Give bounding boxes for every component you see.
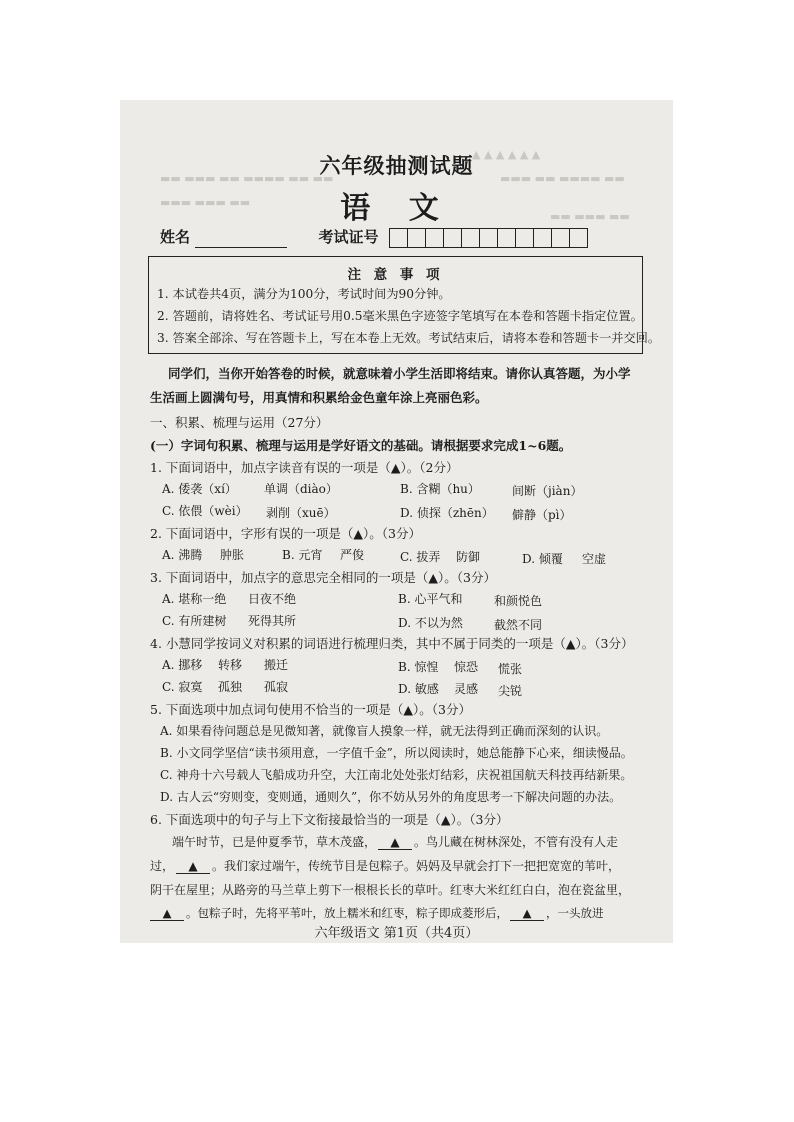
option: 日夜不绝 <box>248 592 297 606</box>
option: 空虚 <box>582 552 607 566</box>
answer-blank[interactable]: ▲ <box>378 835 412 850</box>
option: 孤寂 <box>264 680 289 694</box>
exam-id-digit-box[interactable] <box>389 228 408 248</box>
notice-item: 3. 答案全部涂、写在答题卡上，写在本卷上无效。考试结束后，请将本卷和答题卡一并交回。 <box>157 331 661 345</box>
option: 和颜悦色 <box>494 594 543 608</box>
option: C. 寂寞 <box>162 680 203 694</box>
option: A. 沸腾 <box>162 548 203 562</box>
exam-id-label: 考试证号 <box>318 228 379 246</box>
question-2-stem: 2. 下面词语中，字形有误的一项是（▲）。（3分） <box>150 526 421 541</box>
question-5-stem: 5. 下面选项中加点词句使用不恰当的一项是（▲）。（3分） <box>150 702 471 717</box>
option: A. 倭袭（xí） <box>162 482 237 496</box>
exam-id-digit-box[interactable] <box>569 228 588 248</box>
option: 肿胀 <box>220 548 245 562</box>
question-3-stem: 3. 下面词语中，加点字的意思完全相同的一项是（▲）。（3分） <box>150 570 496 585</box>
exam-id-digit-box[interactable] <box>479 228 498 248</box>
option: D. 倾覆 <box>522 552 563 566</box>
exam-id-digit-box[interactable] <box>443 228 462 248</box>
option: B. 惊惶 <box>398 660 439 674</box>
exam-paper <box>120 100 673 943</box>
passage-line: 端午时节，已是仲夏季节，草木茂盛， ▲ 。鸟儿藏在树林深处，不管有没有人走 <box>172 835 619 849</box>
option: C. 依偎（wèi） <box>162 504 248 518</box>
exam-id-boxes[interactable] <box>390 228 588 248</box>
option: 剥削（xuē） <box>266 506 336 520</box>
subject-title: 语 文 <box>340 191 453 226</box>
section-heading: 一、积累、梳理与运用（27分） <box>150 415 329 430</box>
option: A. 挪移 <box>162 658 203 672</box>
option: 僻静（pì） <box>512 508 572 522</box>
option: 截然不同 <box>494 618 543 632</box>
option: B. 心平气和 <box>398 592 463 606</box>
notice-box <box>148 256 661 354</box>
intro-line: 生活画上圆满句号，用真情和积累给金色童年涂上亮丽色彩。 <box>150 390 488 405</box>
identity-row <box>160 226 588 248</box>
answer-blank[interactable]: ▲ <box>176 859 210 874</box>
option: B. 含糊（hu） <box>400 482 480 496</box>
notice-title: 注 意 事 项 <box>347 267 444 283</box>
page-footer: 六年级语文 第1页（共4页） <box>314 926 479 941</box>
passage-line: 阴干在屋里；从路旁的马兰草上剪下一根根长长的草叶。红枣大米红红白白，泡在瓷盆里， <box>150 883 631 897</box>
option: 灵感 <box>454 682 479 696</box>
option: C. 拔弄 <box>400 550 441 564</box>
option: D. 敏感 <box>398 682 439 696</box>
option: 慌张 <box>498 662 523 676</box>
option: 防御 <box>456 550 481 564</box>
exam-id-digit-box[interactable] <box>515 228 534 248</box>
part-heading: (一）字词句积累、梳理与运用是学好语文的基础。请根据要求完成1~6题。 <box>150 438 572 453</box>
exam-title: 六年级抽测试题 <box>319 153 474 178</box>
option: A. 堪称一绝 <box>162 592 227 606</box>
option: 间断（jiàn） <box>512 484 583 498</box>
bleed-through-text: ▬▬▬ ▬▬▬ ▬▬ <box>160 196 251 209</box>
option: 死得其所 <box>248 614 297 628</box>
bleed-through-text: ▲ ▲ ▲ ▲ ▲ ▲ <box>472 148 541 161</box>
exam-id-digit-box[interactable] <box>425 228 444 248</box>
option: C. 神舟十六号载人飞船成功升空，大江南北处处张灯结彩，庆祝祖国航天科技再结新果。 <box>160 768 633 782</box>
bleed-through-text: ▬▬▬ ▬▬ ▬▬▬▬ ▬▬ <box>500 172 625 185</box>
bleed-through-text: ▬▬ ▬▬▬ ▬▬ <box>550 210 630 223</box>
question-4-stem: 4. 小慧同学按词义对积累的词语进行梳理归类，其中不属于同类的一项是（▲）。（3分） <box>150 636 634 651</box>
option: 孤独 <box>218 680 243 694</box>
bleed-through-text: ▬▬ ▬▬▬ ▬▬ ▬▬▬▬ ▬▬ ▬▬ <box>160 172 334 185</box>
option: D. 不以为然 <box>398 616 463 630</box>
exam-id-digit-box[interactable] <box>461 228 480 248</box>
notice-item: 2. 答题前，请将姓名、考试证号用0.5毫米黑色字迹签字笔填写在本卷和答题卡指定位置。 <box>157 309 643 323</box>
passage-line: 过， ▲ 。我们家过端午，传统节目是包粽子。妈妈及早就会打下一把把宽宽的苇叶， <box>150 859 621 873</box>
answer-blank[interactable]: ▲ <box>510 906 544 921</box>
option: B. 元宵 <box>282 548 323 562</box>
exam-id-digit-box[interactable] <box>497 228 516 248</box>
option: 严俊 <box>340 548 365 562</box>
option: A. 如果看待问题总是见微知著，就像盲人摸象一样，就无法得到正确而深刻的认识。 <box>160 724 609 738</box>
option: 尖锐 <box>498 684 523 698</box>
option: 转移 <box>218 658 243 672</box>
option: 单调（diào） <box>264 482 338 496</box>
option: 搬迁 <box>264 658 289 672</box>
passage-line: ▲ 。包粽子时，先将平苇叶，放上糯米和红枣，粽子即成菱形后， ▲ ，一头放进 <box>148 905 604 921</box>
name-label: 姓名 <box>160 228 191 246</box>
exam-id-digit-box[interactable] <box>407 228 426 248</box>
question-1-stem: 1. 下面词语中，加点字读音有误的一项是（▲）。（2分） <box>150 460 459 475</box>
option: D. 侦探（zhēn） <box>400 506 494 520</box>
question-6-stem: 6. 下面选项中的句子与上下文衔接最恰当的一项是（▲）。（3分） <box>150 812 509 827</box>
exam-id-digit-box[interactable] <box>533 228 552 248</box>
notice-item: 1. 本试卷共4页，满分为100分，考试时间为90分钟。 <box>157 287 451 301</box>
option: B. 小文同学坚信“读书须用意，一字值千金”，所以阅读时，她总能静下心来，细读慢品。 <box>160 746 633 760</box>
option: C. 有所建树 <box>162 614 227 628</box>
exam-id-digit-box[interactable] <box>551 228 570 248</box>
option: D. 古人云“穷则变，变则通，通则久”，你不妨从另外的角度思考一下解决问题的办法。 <box>160 790 622 804</box>
name-field[interactable] <box>195 233 287 248</box>
answer-blank[interactable]: ▲ <box>150 906 184 921</box>
option: 惊恐 <box>454 660 479 674</box>
intro-line: 同学们，当你开始答卷的时候，就意味着小学生活即将结束。请你认真答题，为小学 <box>168 366 631 381</box>
